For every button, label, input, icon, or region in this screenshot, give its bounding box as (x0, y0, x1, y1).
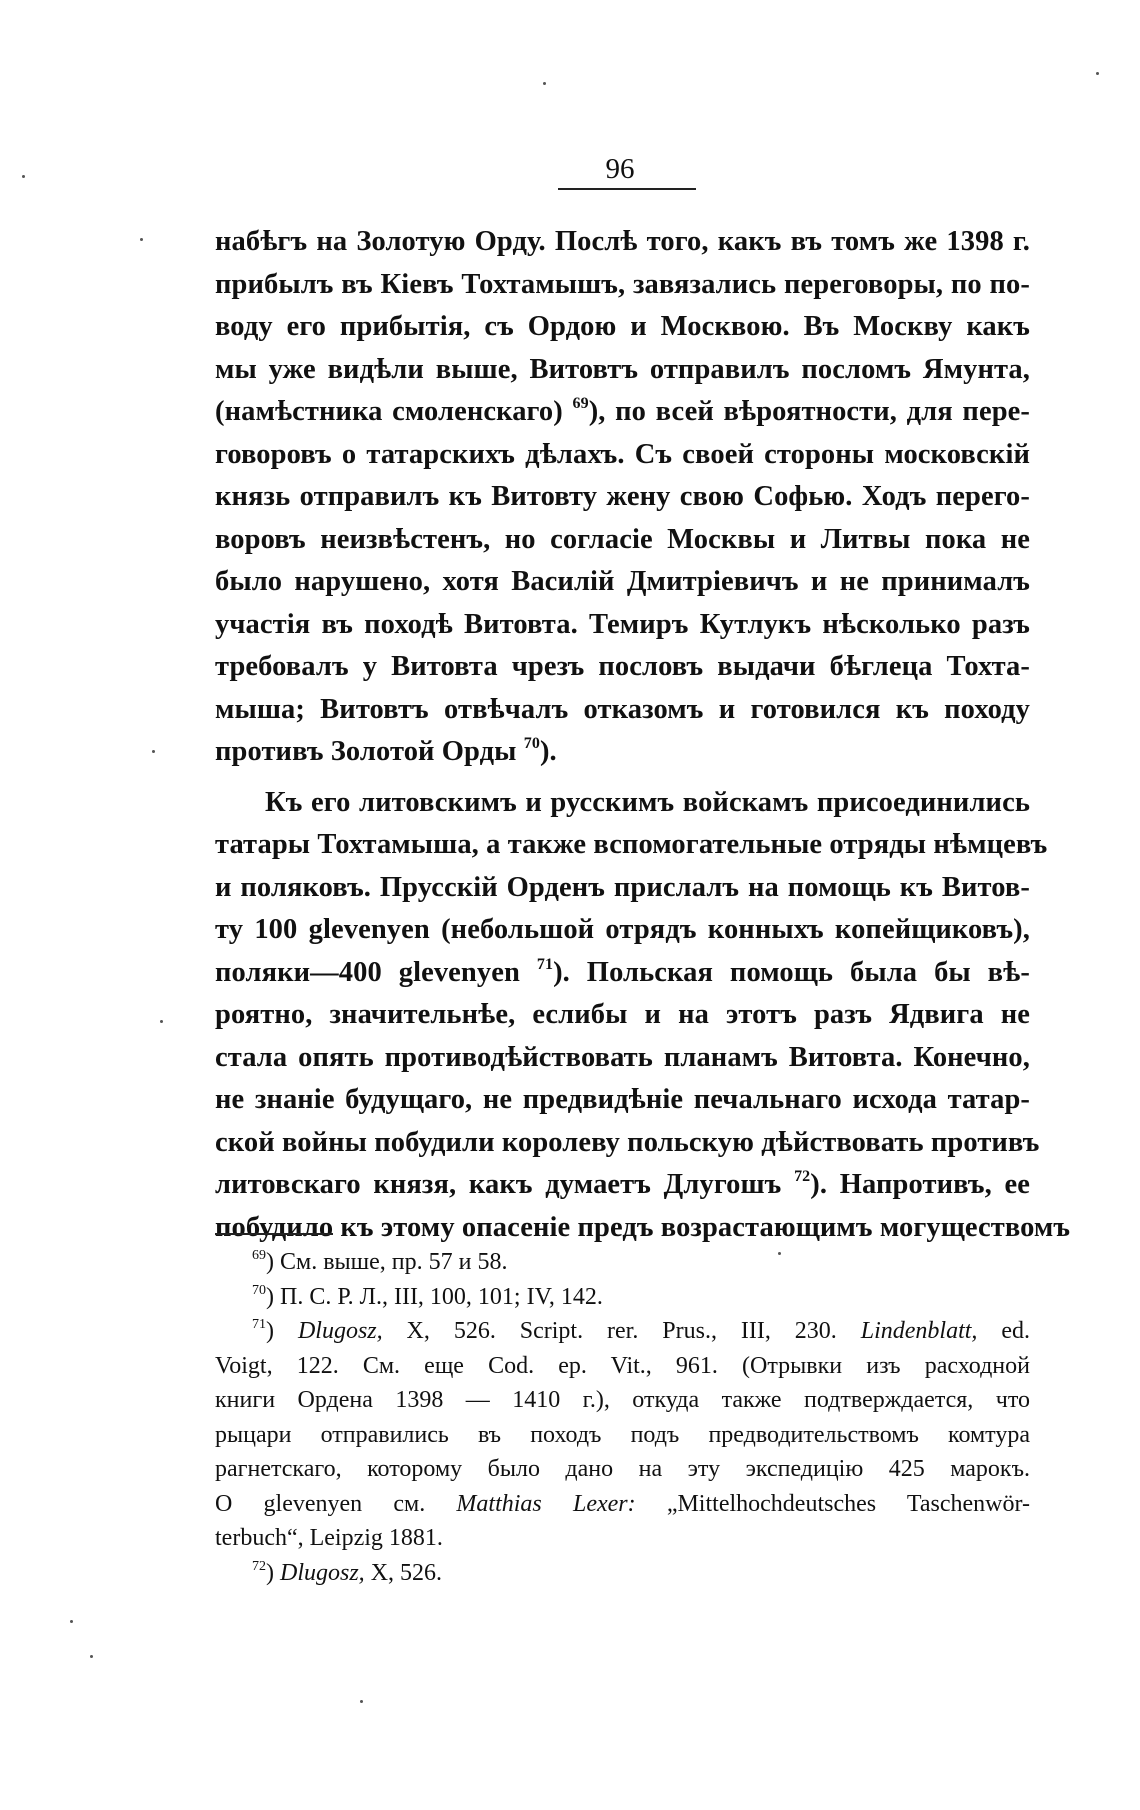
text-line-content: роятно, значительнѣе, еслибы и на этотъ разъ Ядвига не (215, 999, 1030, 1030)
scan-speck (22, 175, 25, 178)
footnote-text: рыцари отправились въ походъ подъ предводительствомъ комтура (215, 1421, 1030, 1448)
footnote-text: ed. (977, 1318, 1030, 1344)
text-line-content: мыша; Витовтъ отвѣчалъ отказомъ и готовился къ походу (215, 693, 1030, 725)
footnote-author: Lindenblatt, (860, 1318, 978, 1344)
footnote-71-line (215, 1521, 1030, 1556)
scan-speck (160, 1020, 163, 1023)
footnote-text: „Mittelhochdeutsches Taschenwör- (635, 1490, 1030, 1517)
text-line-content: князь отправилъ къ Витовту жену свою Софью. Ходъ перего- (215, 481, 1030, 512)
footnote-text: книги Ордена 1398 — 1410 г.), откуда также подтверждается, что (215, 1387, 1030, 1413)
scan-speck (543, 82, 546, 85)
text-line (215, 646, 1030, 689)
text-line-content: ), по всей вѣроятности, для пере- (588, 396, 1030, 427)
text-line-content: татары Тохтамыша, а также вспомогательные отряды нѣмцевъ (215, 829, 1048, 860)
footnote-69 (215, 1245, 1030, 1280)
text-line-content: требовалъ у Витовта чрезъ пословъ выдачи бѣглеца Тохта- (215, 651, 1030, 682)
text-line (215, 476, 1030, 519)
footnote-ref-70: 70 (523, 735, 540, 752)
footnote-text: ) П. С. Р. Л., III, 100, 101; IV, 142. (266, 1283, 603, 1310)
footnote-text: X, 526. (364, 1559, 443, 1586)
main-text (215, 221, 1071, 1249)
scan-speck (140, 238, 143, 241)
page-number: 96 (605, 153, 635, 185)
footnote-number: 71 (252, 1317, 266, 1332)
text-line-content: было нарушено, хотя Василій Дмитріевичъ и не принималъ (215, 566, 1030, 597)
text-line-content: поляки—400 glevenyen (215, 956, 520, 988)
text-line-content: прибылъ въ Кіевъ Тохтамышъ, завязались переговоры, по по- (215, 268, 1030, 300)
text-line-content: побудило къ этому опасеніе предъ возрастающимъ могуществомъ (215, 1211, 1071, 1243)
text-line-content: ту 100 glevenyen (небольшой отрядъ конныхъ копейщиковъ), (215, 914, 1030, 945)
footnote-71-line (215, 1452, 1030, 1487)
text-line-content: воровъ неизвѣстенъ, но согласіе Москвы и Литвы пока не (215, 523, 1030, 555)
footnote-rule (215, 1233, 333, 1235)
text-line-content: мы уже видѣли выше, Витовтъ отправилъ посломъ Ямунта, (215, 353, 1030, 385)
page-number-rule (558, 188, 696, 190)
footnote-ref-69: 69 (572, 395, 589, 412)
footnote-71-line (215, 1349, 1030, 1384)
scan-speck (360, 1700, 363, 1703)
footnote-number: 69 (252, 1248, 266, 1263)
text-line-content: (намѣстника смоленскаго) (215, 396, 563, 427)
text-line (215, 519, 1030, 562)
footnote-70 (215, 1280, 1030, 1315)
footnote-71 (215, 1314, 1030, 1349)
text-line-content: противъ Золотой Орды (215, 736, 517, 767)
text-line (215, 689, 1030, 732)
footnote-text: ) См. выше, пр. 57 и 58. (266, 1249, 508, 1275)
footnote-text: terbuch“, Leipzig 1881. (215, 1525, 443, 1551)
text-line (215, 349, 1030, 392)
text-line (215, 561, 1030, 604)
footnote-ref-71: 71 (536, 955, 554, 973)
scan-speck (70, 1620, 73, 1623)
text-line (215, 434, 1030, 477)
text-line (215, 391, 1030, 434)
footnotes (215, 1245, 1030, 1590)
scan-speck (152, 750, 155, 753)
text-line-content: Къ его литовскимъ и русскимъ войскамъ присоединились (265, 786, 1030, 818)
scan-speck (90, 1655, 93, 1658)
text-line (215, 604, 1030, 647)
text-line-content: участія въ походѣ Витовта. Темиръ Кутлукъ нѣсколько разъ (215, 608, 1030, 640)
text-line (215, 1207, 1071, 1250)
footnote-text: X, 526. Script. rer. Prus., III, 230. (382, 1318, 861, 1344)
text-line (215, 1037, 1030, 1080)
footnote-number: 72 (252, 1558, 266, 1574)
text-line-content: ). Напротивъ, ее (810, 1169, 1030, 1200)
text-line (215, 1122, 1040, 1165)
footnote-ref-72: 72 (794, 1168, 811, 1185)
footnote-71-line (215, 1418, 1030, 1453)
text-line (215, 952, 1030, 995)
text-line-content: говоровъ о татарскихъ дѣлахъ. Съ своей стороны московскій (215, 438, 1030, 470)
footnote-number: 70 (252, 1282, 266, 1298)
text-line (215, 909, 1030, 952)
text-line (215, 221, 1030, 264)
text-line (215, 306, 1030, 349)
text-line-content: стала опять противодѣйствовать планамъ Витовта. Конечно, (215, 1041, 1030, 1073)
text-line (215, 264, 1030, 307)
text-line (215, 867, 1030, 910)
footnote-71-line (215, 1383, 1030, 1418)
text-line-content: воду его прибытія, съ Ордою и Москвою. Въ Москву какъ (215, 311, 1030, 342)
text-line (215, 824, 1048, 867)
footnote-text: O glevenyen см. (215, 1490, 457, 1517)
footnote-author: Dlugosz, (280, 1559, 365, 1586)
footnote-author: Matthias Lexer: (456, 1490, 636, 1517)
footnote-text: рагнетскаго, которому было дано на эту экспедицію 425 марокъ. (215, 1456, 1030, 1482)
text-line-content: литовскаго князя, какъ думаетъ Длугошъ (215, 1169, 782, 1200)
text-line (215, 731, 1030, 774)
text-line (215, 782, 1030, 825)
footnote-text: ) (266, 1559, 280, 1586)
footnote-72 (215, 1556, 1030, 1591)
text-line-content: набѣгъ на Золотую Орду. Послѣ того, какъ въ томъ же 1398 г. (215, 226, 1030, 257)
scan-speck (1096, 72, 1099, 75)
text-line (215, 1079, 1030, 1122)
paragraph-gap (215, 774, 1030, 782)
text-line-content: ). Польская помощь была бы вѣ- (553, 956, 1030, 988)
text-line-content: ). (539, 736, 557, 767)
footnote-author: Dlugosz, (297, 1318, 383, 1344)
text-line-content: и поляковъ. Прусскій Орденъ прислалъ на помощь къ Витов- (215, 871, 1030, 903)
text-line (215, 1164, 1030, 1207)
footnote-text: Voigt, 122. См. еще Cod. ep. Vit., 961. (Отрывки изъ расходной (215, 1352, 1030, 1379)
footnote-text: ) (266, 1318, 298, 1344)
footnote-71-line (215, 1487, 1030, 1522)
scan-speck (778, 1252, 781, 1255)
text-line-content: ской войны побудили королеву польскую дѣйствовать противъ (215, 1126, 1040, 1158)
text-line-content: не знаніе будущаго, не предвидѣніе печальнаго исхода татар- (215, 1084, 1030, 1115)
text-line (215, 994, 1030, 1037)
